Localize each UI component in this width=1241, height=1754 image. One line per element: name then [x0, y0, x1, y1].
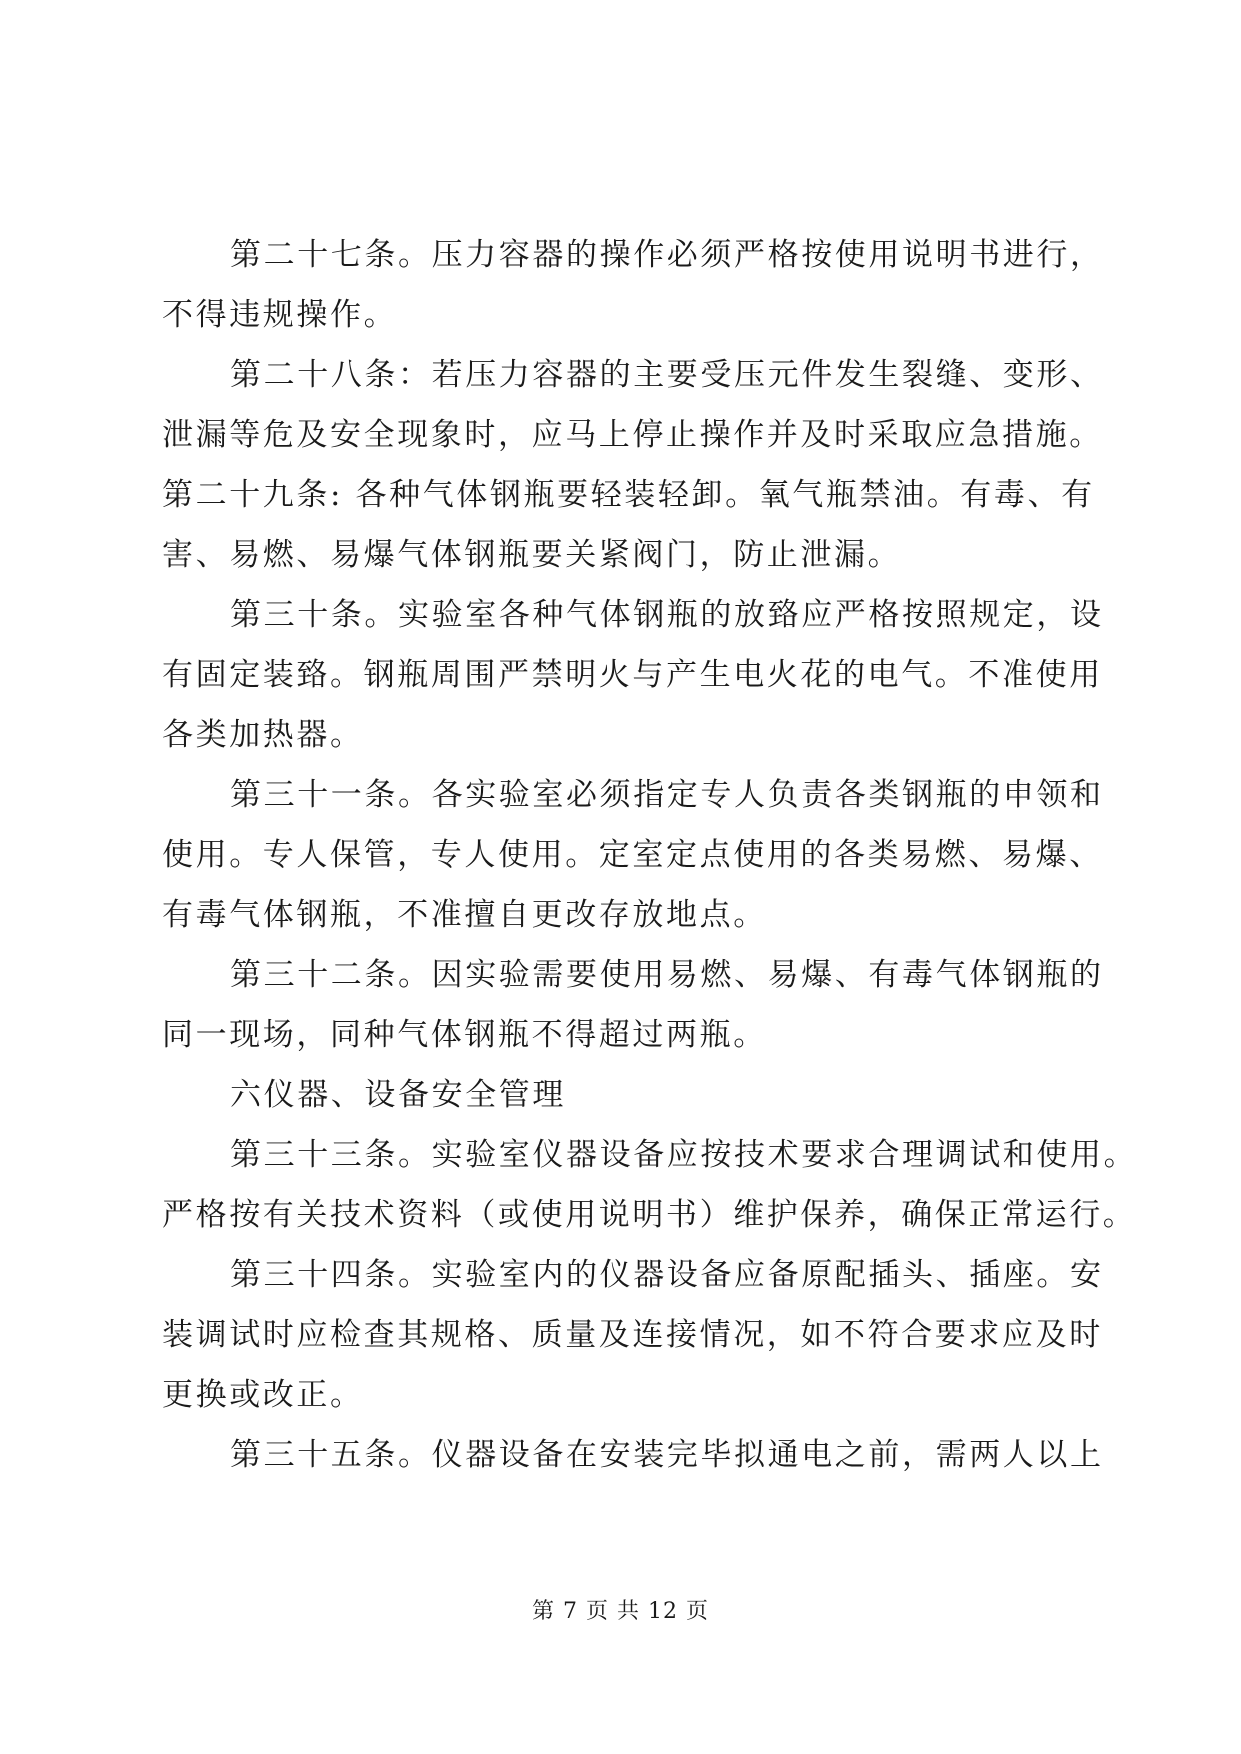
text-line: 装调试时应检查其规格、质量及连接情况，如不符合要求应及时: [162, 1317, 1103, 1353]
text-line: 同一现场，同种气体钢瓶不得超过两瓶。: [162, 1017, 767, 1053]
section-heading: 六仪器、设备安全管理: [230, 1077, 566, 1113]
text-line: 不得违规操作。: [162, 297, 398, 333]
text-line: 第三十一条。各实验室必须指定专人负责各类钢瓶的申领和: [230, 777, 1104, 813]
text-line: 第二十九条: 各种气体钢瓶要轻装轻卸。氧气瓶禁油。有毒、有: [162, 477, 1095, 513]
text-line: 严格按有关技术资料（或使用说明书）维护保养，确保正常运行。: [162, 1197, 1137, 1233]
text-line: 泄漏等危及安全现象时，应马上停止操作并及时采取应急措施。: [162, 417, 1103, 453]
text-line: 第三十条。实验室各种气体钢瓶的放臵应严格按照规定，设: [230, 597, 1104, 633]
text-line: 有毒气体钢瓶，不准擅自更改存放地点。: [162, 897, 767, 933]
text-line: 第三十三条。实验室仪器设备应按技术要求合理调试和使用。: [230, 1137, 1138, 1173]
text-line: 第二十七条。压力容器的操作必须严格按使用说明书进行，: [230, 237, 1104, 273]
text-line: 更换或改正。: [162, 1377, 364, 1413]
page-number-footer: 第 7 页 共 12 页: [532, 1599, 709, 1624]
text-line: 有固定装臵。钢瓶周围严禁明火与产生电火花的电气。不准使用: [162, 657, 1103, 693]
text-line: 第三十二条。因实验需要使用易燃、易爆、有毒气体钢瓶的: [230, 957, 1104, 993]
text-line: 使用。专人保管，专人使用。定室定点使用的各类易燃、易爆、: [162, 837, 1103, 873]
text-line: 害、易燃、易爆气体钢瓶要关紧阀门，防止泄漏。: [162, 537, 902, 573]
text-line: 第三十四条。实验室内的仪器设备应备原配插头、插座。安: [230, 1257, 1104, 1293]
text-line: 各类加热器。: [162, 717, 364, 753]
document-body: [162, 225, 1138, 1485]
text-line: 第二十八条：若压力容器的主要受压元件发生裂缝、变形、: [230, 357, 1104, 393]
text-line: 第三十五条。仪器设备在安装完毕拟通电之前，需两人以上: [230, 1437, 1104, 1473]
